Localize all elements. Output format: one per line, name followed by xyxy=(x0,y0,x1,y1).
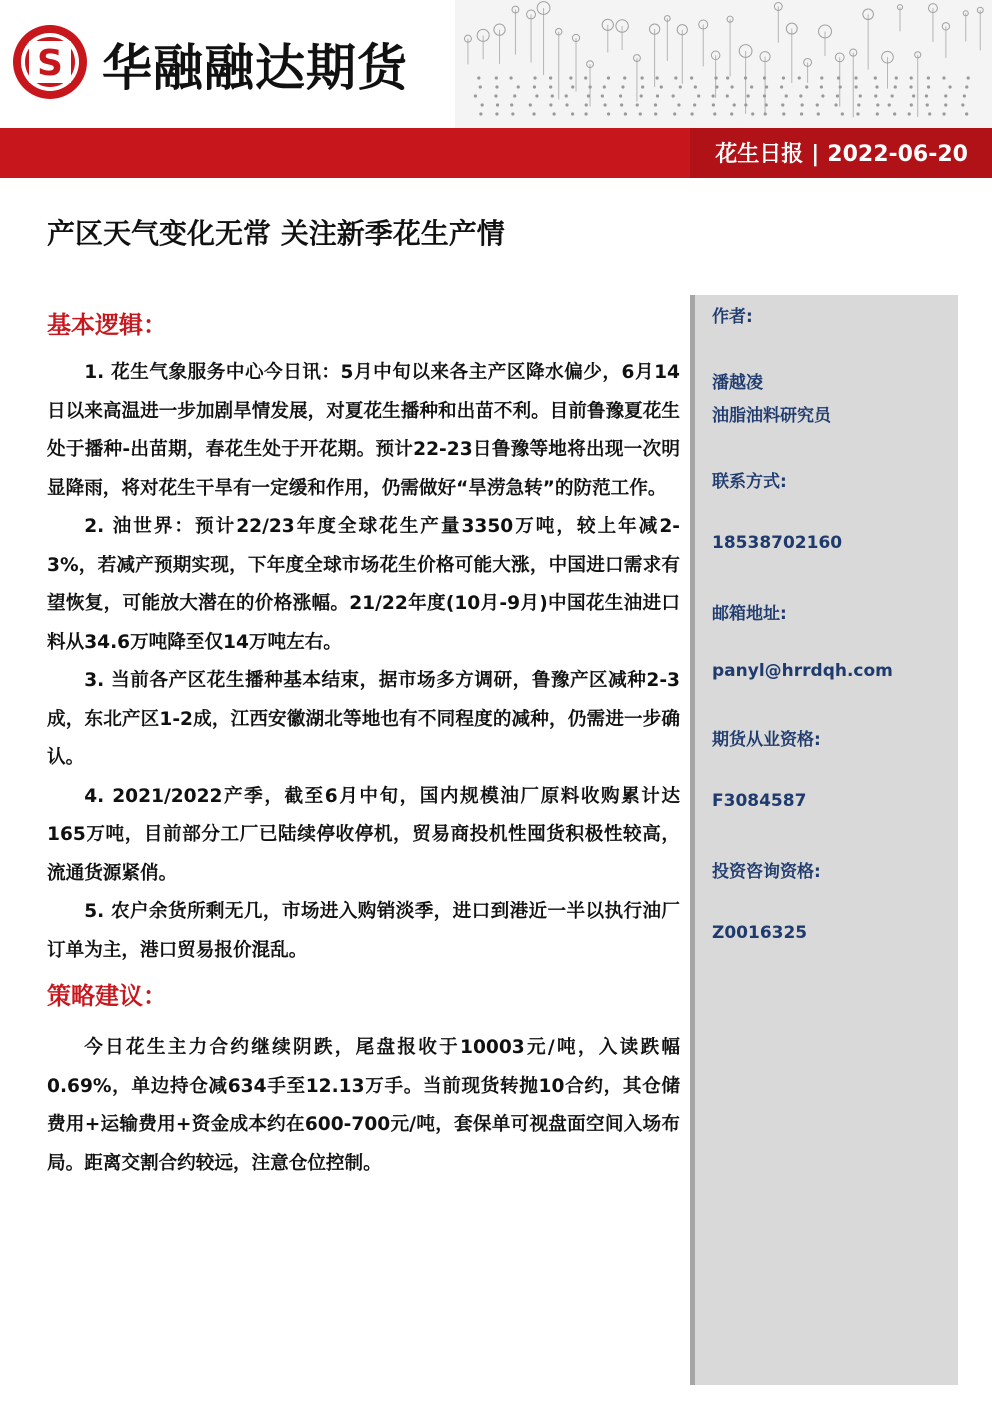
pattern-dot xyxy=(620,103,623,106)
pattern-dot xyxy=(584,76,587,79)
pattern-dot xyxy=(714,76,717,79)
pattern-dot xyxy=(816,103,819,106)
pattern-dot xyxy=(549,76,552,79)
logic-paragraph: 3. 当前各产区花生播种基本结束，据市场多方调研，鲁豫产区减种2-3成，东北产区1-2成，江西安徽湖北等地也有不同程度的减种，仍需进一步确认。 xyxy=(47,670,680,768)
pattern-dot xyxy=(820,76,823,79)
pattern-dot xyxy=(782,76,785,79)
pattern-dot xyxy=(517,85,520,88)
pattern-dot xyxy=(640,94,643,97)
pattern-dot xyxy=(549,103,552,106)
pattern-dot xyxy=(910,76,913,79)
company-logo-icon xyxy=(10,22,90,102)
author-name: 潘越凌 xyxy=(712,373,763,393)
pattern-dot xyxy=(529,103,532,106)
pattern-dot xyxy=(763,94,766,97)
pattern-dot xyxy=(891,94,894,97)
pattern-dot xyxy=(875,85,878,88)
pattern-dot xyxy=(780,85,783,88)
pattern-dot xyxy=(639,112,642,115)
pattern-dot xyxy=(942,112,945,115)
pattern-dot xyxy=(799,94,802,97)
pattern-dot xyxy=(495,76,498,79)
strategy-paragraph: 今日花生主力合约继续阴跌，尾盘报收于10003元/吨，入读跌幅0.69%，单边持仓减634手至12.13万手。当前现货转抛10合约，其仓储费用+运输费用+资金成本约在600-700元/吨，套保单可视盘面空间入场布局。距离交割合约较远，注意仓位控制。 xyxy=(47,1037,680,1174)
pattern-dot xyxy=(621,85,624,88)
pattern-dot xyxy=(836,94,839,97)
pattern-dot xyxy=(821,94,824,97)
pattern-dot xyxy=(607,76,610,79)
pattern-dot xyxy=(927,76,930,79)
pattern-dot xyxy=(834,103,837,106)
pattern-dot xyxy=(726,94,729,97)
pattern-dot xyxy=(948,85,951,88)
pattern-dot xyxy=(495,85,498,88)
pattern-dot xyxy=(551,94,554,97)
pattern-dot xyxy=(656,94,659,97)
pattern-dot xyxy=(765,103,768,106)
pattern-dot xyxy=(601,94,604,97)
pattern-dot xyxy=(571,112,574,115)
logic-paragraph: 1. 花生气象服务中心今日讯：5月中旬以来各主产区降水偏少，6月14日以来高温进一步加剧旱情发展，对夏花生播种和出苗不利。目前鲁豫夏花生处于播种-出苗期，春花生处于开花期。预计22-23日鲁豫等地将出现一次明显降雨，将对花生干旱有一定缓和作用，仍需做好“旱涝急转”的防范工作。 xyxy=(47,362,680,499)
pattern-dot xyxy=(532,112,535,115)
author-title: 油脂油料研究员 xyxy=(712,406,831,426)
pattern-dot xyxy=(765,85,768,88)
logic-paragraph: 2. 油世界：预计22/23年度全球花生产量3350万吨，较上年减2-3%，若减产预期实现，下年度全球市场花生价格可能大涨，中国进口需求有望恢复，可能放大潜在的价格涨幅。21/22年度(10月-9月)中国花生油进口料从34.6万吨降至仅14万吨左右。 xyxy=(47,516,680,653)
pattern-dot xyxy=(805,85,808,88)
pattern-dot xyxy=(801,103,804,106)
pattern-dot xyxy=(967,76,970,79)
email-label: 邮箱地址: xyxy=(712,604,787,624)
pattern-dot xyxy=(660,85,663,88)
page-header xyxy=(0,0,992,130)
pattern-dot xyxy=(859,94,862,97)
pattern-dot xyxy=(928,112,931,115)
pattern-dot xyxy=(837,76,840,79)
advisory-qualification-label: 投资咨询资格: xyxy=(712,862,821,882)
main-content xyxy=(47,305,680,1183)
pattern-dot xyxy=(874,76,877,79)
pattern-dot xyxy=(730,112,733,115)
pattern-dot xyxy=(552,112,555,115)
pattern-dot xyxy=(679,85,682,88)
futures-qualification-number: F3084587 xyxy=(712,791,807,811)
pattern-dot xyxy=(963,94,966,97)
pattern-dot xyxy=(965,85,968,88)
date-separator: | xyxy=(811,142,820,167)
pattern-dot xyxy=(587,94,590,97)
pattern-dot xyxy=(495,112,498,115)
pattern-dot xyxy=(641,76,644,79)
pattern-dot xyxy=(656,76,659,79)
pattern-dot xyxy=(893,112,896,115)
decorative-circuit-pattern xyxy=(455,0,992,128)
pattern-dot xyxy=(800,112,803,115)
pattern-dot xyxy=(894,85,897,88)
pattern-dot xyxy=(855,85,858,88)
report-type: 花生日报 xyxy=(715,142,804,167)
pattern-dot xyxy=(744,103,747,106)
report-title: 产区天气变化无常 关注新季花生产情 xyxy=(47,217,505,250)
pattern-dot xyxy=(715,85,718,88)
pattern-dot xyxy=(888,103,891,106)
pattern-dot xyxy=(751,112,754,115)
pattern-background xyxy=(455,0,992,128)
pattern-dot xyxy=(533,76,536,79)
contact-phone: 18538702160 xyxy=(712,533,843,553)
pattern-dot xyxy=(697,94,700,97)
pattern-dot xyxy=(874,94,877,97)
pattern-dot xyxy=(876,112,879,115)
pattern-dot xyxy=(927,85,930,88)
report-date-line xyxy=(715,137,968,168)
pattern-dot xyxy=(533,85,536,88)
pattern-dot xyxy=(481,103,484,106)
pattern-dot xyxy=(785,94,788,97)
pattern-dot xyxy=(494,94,497,97)
pattern-dot xyxy=(510,103,513,106)
pattern-dot xyxy=(654,112,657,115)
pattern-dot xyxy=(623,76,626,79)
pattern-dot xyxy=(565,94,568,97)
pattern-dot xyxy=(694,85,697,88)
pattern-dot xyxy=(857,103,860,106)
pattern-dot xyxy=(733,103,736,106)
pattern-dot xyxy=(603,85,606,88)
pattern-dot xyxy=(690,112,693,115)
pattern-dot xyxy=(895,76,898,79)
pattern-dot xyxy=(513,94,516,97)
pattern-dot xyxy=(713,112,716,115)
pattern-dot xyxy=(854,76,857,79)
pattern-dot xyxy=(912,94,915,97)
brand-name: 华融融达期货 xyxy=(102,38,408,97)
pattern-dot xyxy=(944,94,947,97)
pattern-dot xyxy=(839,85,842,88)
pattern-dot xyxy=(926,103,929,106)
pattern-dot xyxy=(674,76,677,79)
pattern-dot xyxy=(477,76,480,79)
pattern-dot xyxy=(817,112,820,115)
pattern-dot xyxy=(535,94,538,97)
pattern-dot xyxy=(909,85,912,88)
report-date: 2022-06-20 xyxy=(827,142,968,167)
pattern-dot xyxy=(925,94,928,97)
pattern-dot xyxy=(781,103,784,106)
pattern-dot xyxy=(509,76,512,79)
pattern-dot xyxy=(565,103,568,106)
pattern-dot xyxy=(607,112,610,115)
pattern-dot xyxy=(672,94,675,97)
logic-heading: 基本逻辑： xyxy=(47,311,167,339)
pattern-dot xyxy=(584,112,587,115)
pattern-dot xyxy=(654,103,657,106)
email-address: panyl@hrrdqh.com xyxy=(712,661,893,681)
contact-label: 联系方式: xyxy=(712,472,787,492)
pattern-dot xyxy=(712,103,715,106)
pattern-dot xyxy=(677,103,680,106)
author-sidebar xyxy=(690,295,958,1385)
pattern-dot xyxy=(588,85,591,88)
pattern-dot xyxy=(744,76,747,79)
pattern-dot xyxy=(624,112,627,115)
pattern-dot xyxy=(712,94,715,97)
pattern-dot xyxy=(841,112,844,115)
pattern-dot xyxy=(619,94,622,97)
pattern-dot xyxy=(910,103,913,106)
pattern-dot xyxy=(673,112,676,115)
pattern-dot xyxy=(908,112,911,115)
pattern-dot xyxy=(641,85,644,88)
pattern-dot xyxy=(763,76,766,79)
logo-glyph: S xyxy=(37,43,63,84)
pattern-dot xyxy=(730,85,733,88)
pattern-dot xyxy=(511,112,514,115)
pattern-dot xyxy=(750,85,753,88)
pattern-dot xyxy=(942,76,945,79)
pattern-dot xyxy=(764,112,767,115)
advisory-qualification-number: Z0016325 xyxy=(712,923,808,943)
pattern-dot xyxy=(479,85,482,88)
pattern-dot xyxy=(693,103,696,106)
pattern-dot xyxy=(496,103,499,106)
logic-paragraph: 4. 2021/2022产季，截至6月中旬，国内规模油厂原料收购累计达165万吨，目前部分工厂已陆续停收停机，贸易商投机性囤货积极性较高，流通货源紧俏。 xyxy=(47,785,680,884)
pattern-dot xyxy=(820,85,823,88)
pattern-dot xyxy=(690,76,693,79)
pattern-dot xyxy=(782,112,785,115)
logic-paragraph: 5. 农户余货所剩无几，市场进入购销淡季，进口到港近一半以执行油厂订单为主，港口贸易报价混乱。 xyxy=(47,901,680,961)
pattern-dot xyxy=(549,85,552,88)
pattern-dot xyxy=(856,112,859,115)
strategy-heading: 策略建议： xyxy=(47,982,167,1010)
pattern-dot xyxy=(474,94,477,97)
pattern-dot xyxy=(726,76,729,79)
pattern-dot xyxy=(636,103,639,106)
pattern-dot xyxy=(569,76,572,79)
pattern-dot xyxy=(585,103,588,106)
pattern-dot xyxy=(876,103,879,106)
pattern-dot xyxy=(479,112,482,115)
pattern-dot xyxy=(961,103,964,106)
pattern-dot xyxy=(571,85,574,88)
pattern-dot xyxy=(798,76,801,79)
pattern-dot xyxy=(965,112,968,115)
pattern-dot xyxy=(944,103,947,106)
author-label: 作者: xyxy=(712,307,753,327)
futures-qualification-label: 期货从业资格: xyxy=(712,730,821,750)
pattern-dot xyxy=(747,94,750,97)
pattern-dot xyxy=(603,103,606,106)
